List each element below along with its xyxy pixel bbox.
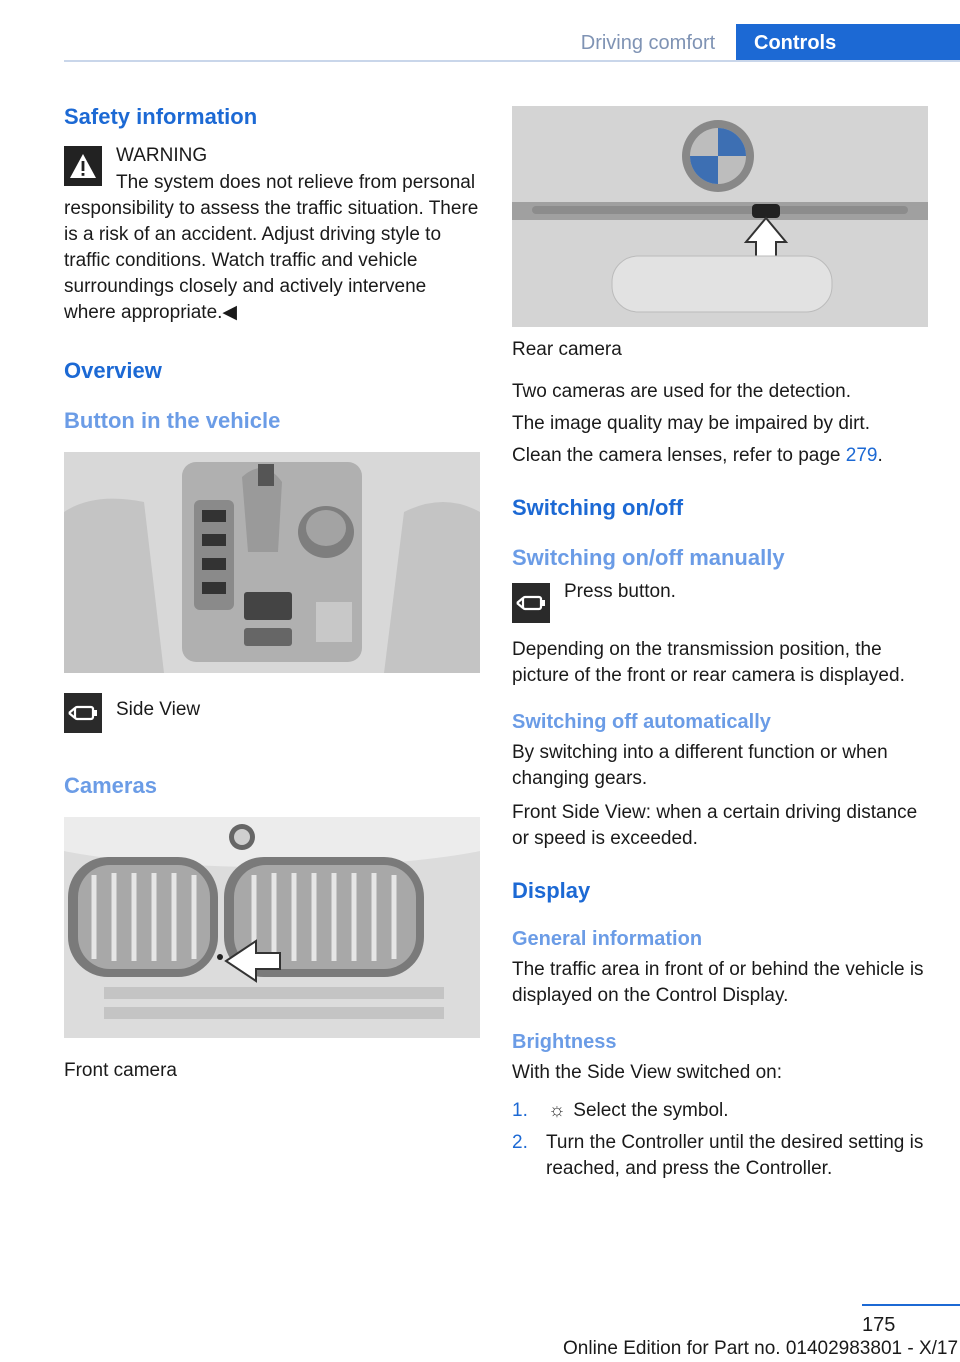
warning-text: The system does not relieve from personal responsibility to assess the traffic situation. There is a risk of an accident. Adjust driving style to traffic conditions. Watch traffic and vehicle surroundings closely and actively intervene where appropriate.◀ (64, 172, 479, 323)
press-button-row (512, 583, 928, 623)
button-heading: Button in the vehicle (64, 408, 281, 433)
press-button-text: Press button. (564, 581, 676, 602)
console-photo (64, 452, 480, 673)
warning-label: WARNING (116, 145, 208, 166)
front-side-text: Front Side View: when a certain driving distance or speed is exceeded. (512, 802, 918, 849)
warning-triangle-icon (64, 146, 102, 186)
safety-heading: Safety information (64, 104, 258, 129)
manual-heading: Switching on/off manually (512, 545, 785, 570)
rear-camera-caption: Rear camera (512, 339, 622, 360)
left-column (64, 100, 480, 1084)
display-heading: Display (512, 878, 591, 903)
brightness-text: With the Side View switched on: (512, 1062, 783, 1083)
list-item (512, 1130, 928, 1182)
list-text: Turn the Controller until the desired setting is reached, and press the Controller. (546, 1132, 924, 1179)
switch-heading: Switching on/off (512, 495, 684, 520)
quality-text: The image quality may be impaired by dirt. (512, 413, 870, 434)
header-chapter-tab: Controls (736, 24, 960, 62)
side-view-icon (64, 693, 102, 733)
side-view-button-row (64, 693, 480, 733)
auto-text: By switching into a different function or when changing gears. (512, 742, 888, 789)
front-camera-photo (64, 817, 480, 1038)
auto-heading: Switching off automatically (512, 711, 771, 733)
list-number: 1. (512, 1100, 528, 1121)
page-number: 175 (862, 1314, 896, 1336)
general-heading: General information (512, 928, 703, 950)
clean-text: Clean the camera lenses, refer to page 279. (512, 445, 883, 466)
cameras-heading: Cameras (64, 773, 157, 798)
warning-block (64, 142, 480, 326)
list-item (512, 1098, 928, 1124)
header-section: Driving comfort (580, 32, 716, 54)
front-camera-caption: Front camera (64, 1060, 177, 1081)
header-rule (64, 60, 960, 62)
brightness-heading: Brightness (512, 1031, 617, 1053)
side-view-caption: Side View (116, 699, 201, 720)
right-column (512, 100, 928, 1182)
list-number: 2. (512, 1132, 528, 1153)
general-text: The traffic area in front of or behind the vehicle is displayed on the Control Display. (512, 959, 924, 1006)
side-view-icon (512, 583, 550, 623)
detect-text: Two cameras are used for the detection. (512, 381, 852, 402)
brightness-icon: ☼ (548, 1100, 566, 1121)
footer-rule (862, 1304, 960, 1306)
overview-heading: Overview (64, 358, 162, 383)
page-link[interactable]: 279 (845, 445, 878, 466)
rear-camera-photo (512, 106, 928, 327)
list-text: Select the symbol. (573, 1100, 729, 1121)
edition-note: Online Edition for Part no. 01402983801 - X/17 (563, 1338, 959, 1359)
depending-text: Depending on the transmission position, the picture of the front or rear camera is displayed. (512, 639, 905, 686)
